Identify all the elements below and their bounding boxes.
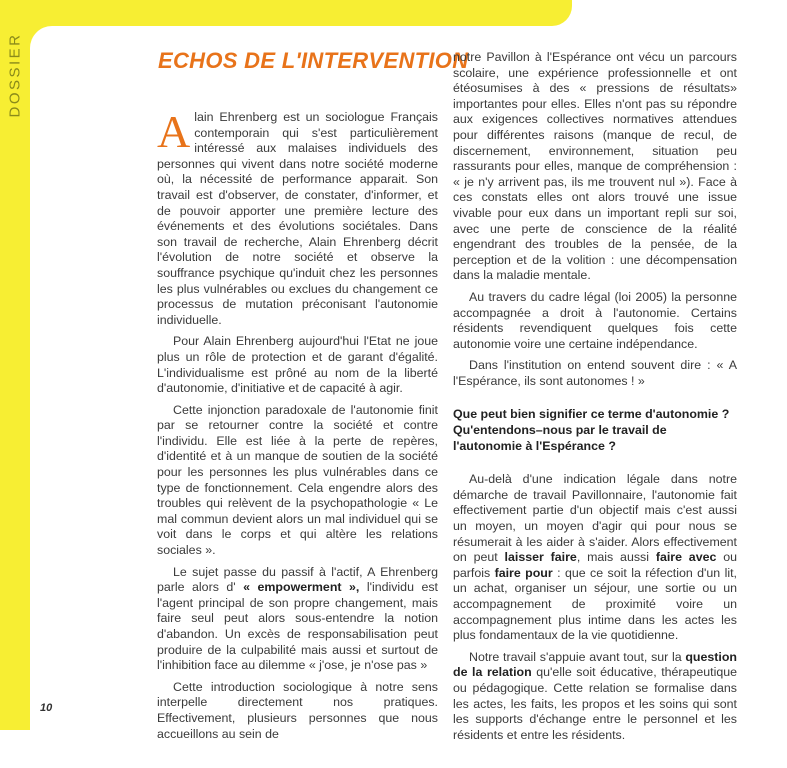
page-number: 10 bbox=[40, 702, 53, 714]
article-column-right bbox=[453, 50, 737, 749]
top-yellow-band bbox=[0, 0, 572, 26]
paragraph bbox=[453, 650, 737, 744]
paragraph: notre Pavillon à l'Espérance ont vécu un parcours scolaire, une expérience professionnelle et ont étéosumises à des « pressions de résultats» importantes pour elles. Elles n'ont pas su répondre aux exigences collectives normatives attendues pour différentes raisons (manque de recul, de discernement, environnement, situation peu rassurants pour elles, manque de compréhension : « je n'y arrivent pas, ils me trouvent nul »). Face à ces constats elles ont alors trouvé une issue vivable pour eux dans un important repli sur soi, avec une perte de conscience de la réalité engendrant des troubles de la pensée, de la perception et de la volition : une décompensation dans la maladie mentale. bbox=[453, 50, 737, 283]
section-label bbox=[0, 20, 30, 130]
paragraph: Au travers du cadre légal (loi 2005) la personne accompagnée a droit à l'autonomie. Certains résidents revendiquent quelques fois cette autonomie voire une certaine indépendance. bbox=[453, 289, 737, 351]
paragraph: Pour Alain Ehrenberg aujourd'hui l'Etat ne joue plus un rôle de protection et de garant d'égalité. L'individualisme est prôné au nom de la liberté d'autonomie, d'initiative et de capacité à agir. bbox=[157, 334, 438, 396]
text: Au-delà d'une indication légale dans notre démarche de travail Pavillonnaire, l'autonomie fait effectivement partie d'un objectif mais c'est aussi un moyen, un moyen d'agir qui pour nous se résumerait à les aider à s'aider. Alors effectivement on peut bbox=[453, 472, 737, 565]
text: Le sujet passe du passif à l'actif, A Ehrenberg parle alors d' bbox=[157, 564, 438, 595]
paragraph bbox=[157, 565, 438, 674]
paragraph: Dans l'institution on entend souvent dire : « A l'Espérance, ils sont autonomes ! » bbox=[453, 358, 737, 388]
text: Notre travail s'appuie avant tout, sur la bbox=[469, 649, 686, 664]
text: ou parfois bbox=[453, 550, 737, 580]
emphasis: faire pour bbox=[494, 565, 553, 580]
emphasis: « empowerment », bbox=[243, 580, 360, 595]
paragraph bbox=[453, 472, 737, 644]
drop-cap: A bbox=[157, 106, 191, 157]
emphasis: faire avec bbox=[655, 550, 717, 565]
article-title: ECHOS DE L'INTERVENTION bbox=[158, 48, 469, 73]
paragraph bbox=[157, 106, 438, 328]
paragraph: Cette injonction paradoxale de l'autonomie finit par se retourner contre la société et contre l'individu. Elle est liée à la perte de repères, d'identité et à un manque de soutien de la société pour les personnes les plus vulnérables dans ce type de fonctionnement. Cela engendre alors des troubles qui relèvent de la psychopathologie « Le mal commun devient alors un mal individuel qui se voit dans le corps et qui altère les relations sociales ». bbox=[157, 402, 438, 558]
emphasis: question de la relation bbox=[453, 649, 737, 680]
text: , mais aussi bbox=[576, 550, 656, 565]
paragraph-text: lain Ehrenberg est un sociologue Français contemporain qui s'est particulièrement intéressé aux malaises individuels des personnes qui vivent dans notre société moderne où, la nécessité de performance apparait. Son travail est d'observer, de constater, d'informer, et de pouvoir apporter une première lecture des événements et des évolutions sociétales. Dans son travail de recherche, Alain Ehrenberg décrit l'évolution de notre société et observe la souffrance psychique qu'induit chez les personnes les plus vulnérables ou exclues du changement ce processus de mutation préconisant l'autonomie individuelle. bbox=[157, 110, 438, 327]
emphasis: laisser faire bbox=[504, 550, 577, 565]
question-heading: Que peut bien signifier ce terme d'autonomie ? Qu'entendons–nous par le travail de l'autonomie à l'Espérance ? bbox=[453, 407, 730, 453]
text: qu'elle soit éducative, thérapeutique ou pédagogique. Cette relation se formalise dans les actes, les faits, les propos et les soins qui sont les supports d'échange entre le personnel et les résidents et entre les résidents. bbox=[453, 665, 737, 742]
section-label-text: DOSSIER bbox=[6, 32, 24, 118]
article-column-left bbox=[157, 106, 438, 748]
text: : que ce soit la réfection d'un lit, un achat, organiser un séjour, une sortie ou un accompagnement de proximité voire un accompagnement plus intime dans les actes les plus fondamentaux de la vie quotidienne. bbox=[453, 565, 737, 643]
paragraph: Cette introduction sociologique à notre sens interpelle directement nos pratiques. Effectivement, plusieurs personnes que nous accueillons au sein de bbox=[157, 679, 438, 741]
text: l'individu est l'agent principal de son propre changement, mais faire seul peut alors sous-entendre la notion d'abandon. Un excès de responsabilisation peut produire de la culpabilité mais aussi et surtout de l'inhibition face au dilemme « j'ose, je n'ose pas » bbox=[157, 580, 438, 673]
